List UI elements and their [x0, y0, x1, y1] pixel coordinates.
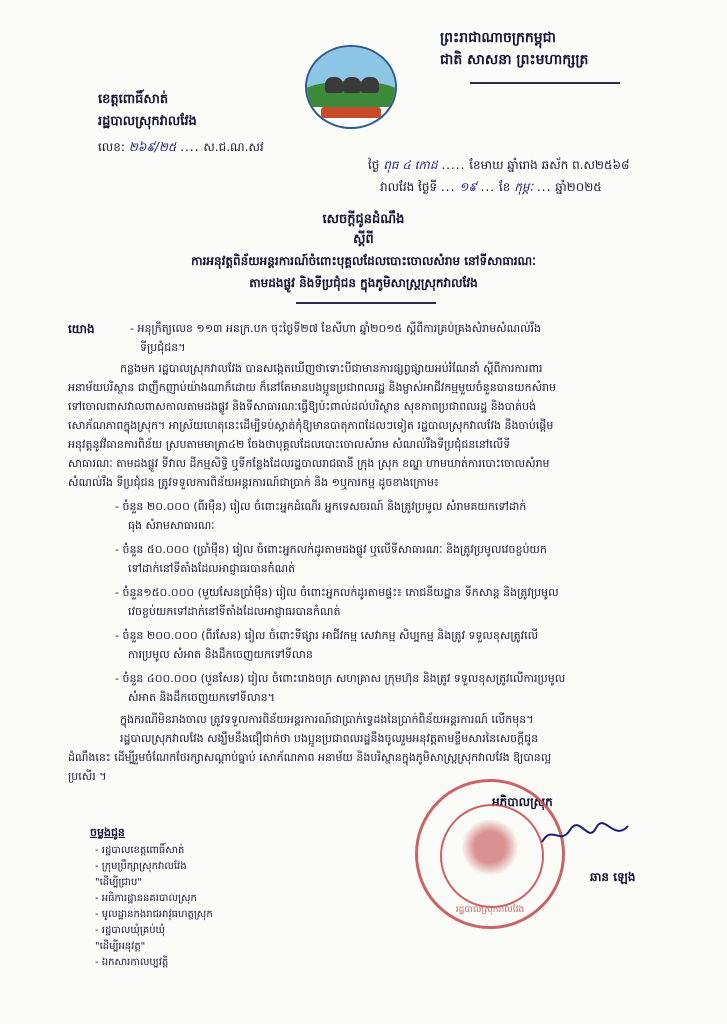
fine-item-3: - ចំនួន១៥០.០០០ (មួយសែនប្រាំម៉ឺន) រៀល ចំពោះអ្នកលក់ដូរតាមផ្ទះ៖ ភោជនីយដ្ឋាន ទីកសាន្ត និងត្រូវប្រមូល	[115, 586, 559, 599]
cc-item: - រដ្ឋបាលឃុំគ្រប់ឃុំ	[95, 925, 166, 936]
motto-line-2: ជាតិ សាសនា ព្រះមហាក្សត្រ	[440, 52, 589, 68]
lunar-date	[368, 158, 630, 172]
fine-item-2: - ចំនួន ៥០.០០០ (ប្រាំម៉ឺន) រៀល ចំពោះអ្នកលក់ដូរតាមដងផ្លូវ ឬលើទីសាធារណៈ និងត្រូវប្រមូលវេចខ្ចប់យក	[115, 543, 547, 556]
solar-month-handwritten: កុម្ភៈ	[514, 180, 534, 194]
cc-item: "ដើម្បីជ្រាប"	[95, 877, 142, 888]
solar-date: វាលវែង ថ្ងៃទី ... ១៩ ... ខែ កុម្ភៈ ... ឆ្នាំ២០២៥	[380, 180, 602, 194]
title-ornament	[296, 296, 436, 304]
signatory-name: ឆាន ឡេង	[590, 870, 636, 884]
elephant-icon	[325, 77, 343, 93]
solar-year: ឆ្នាំ២០២៥	[555, 180, 602, 194]
ref-suffix: ស.ជ.ណ.សវ	[203, 140, 264, 154]
elephant-icon	[343, 77, 361, 93]
province-name: ខេត្តពោធិ៍សាត់	[98, 92, 169, 107]
district-logo	[305, 45, 397, 129]
notice-subject-line-1: ការអនុវត្តពិន័យអន្តរការណ៍ចំពោះបុគ្គលដែលបោះចោលសំរាម នៅទីសាធារណៈ	[191, 254, 536, 268]
fine-item-5: - ចំនួន ៤០០.០០០ (បួនសែន) រៀល ចំពោះរោងចក្រ សហគ្រាស ក្រុមហ៊ុន និងត្រូវ ទទួលខុសត្រូវលើការប្រមូល	[115, 672, 566, 685]
paragraph-2-line: រដ្ឋបាលស្រុកវាលវែង សង្ឃឹមនឹងជឿជាក់ថា បងប្អូនប្រជាពលរដ្ឋនឹងចូលរួមអនុវត្តតាមខ្លឹមសារនៃសេចក្តីជូន	[120, 732, 539, 745]
notice-about: ស្តីពី	[353, 232, 374, 247]
motto-line-1: ព្រះរាជាណាចក្រកម្ពុជា	[440, 30, 557, 46]
official-seal	[415, 779, 565, 929]
paragraph-2-line: ក្នុងករណីមិនរាងចាល ត្រូវទទួលការពិន័យអន្តរការណ៍ជាប្រាក់ទ្វេដងនៃប្រាក់ពិន័យអន្តរការណ៍ លើកមុន។	[120, 713, 534, 726]
motto-ornament	[470, 74, 620, 84]
paragraph-1-line: អនាម័យបរិស្ថាន ជាញឹកញាប់យ៉ាងណាក៏ដោយ ក៏នៅតែមានបងប្អូនប្រជាពលរដ្ឋ និងម្ចាស់អាជីវកម្មមួយចំនួនបានយកសំរាម	[68, 381, 557, 394]
paragraph-2-line: ដំណឹងនេះ ដើម្បីរួមចំណែកថែរក្សាសណ្តាប់ធ្នាប់ សោភ័ណភាព អនាម័យ និងបរិស្ថានក្នុងភូមិសាស្រ្តស្រុកវាលវែង ឱ្យបានល្អ	[68, 751, 552, 764]
lunar-prefix: ថ្ងៃ	[368, 158, 380, 172]
reference-label: យោង	[68, 322, 95, 336]
paragraph-1-line: កន្លងមក រដ្ឋបាលស្រុកវាលវែង បានសង្កេតឃើញថាទោះបីជាមានការផ្សព្វផ្សាយអប់រំណែនាំ ស្តីពីការការពារ	[120, 362, 543, 375]
notice-subject-line-2: តាមដងផ្លូវ និងទីប្រជុំជន ក្នុងភូមិសាស្រ្តស្រុកវាលវែង	[249, 276, 478, 290]
paragraph-1-line: ទៅចោលពាសវាលពាសកាលតាមដងផ្លូវ និងទីសាធារណៈធ្វើឱ្យប៉ះពាល់ដល់បរិស្ថាន សុខភាពប្រជាពលរដ្ឋ និងបាត់បង់	[68, 400, 537, 413]
cc-item: - ក្រុមប្រឹក្សាស្រុកវាលវែង	[95, 861, 187, 872]
paragraph-1-line: សាធារណៈ តាមដងផ្លូវ ទីវាល ដីកម្មសិទ្ធិ ឬទីកន្លែងដែលរដ្ឋបាលរាជធានី ក្រុង ស្រុក ខណ្ឌ ហាមឃាត់ការបោះចោលសំរាម	[68, 457, 550, 470]
paragraph-1-line: សំណល់រឹង ទីប្រជុំជន ត្រូវទទួលការពិន័យអន្តរការណ៍ជាប្រាក់ និង ១ឬការកម្ម ដូចខាងក្រោម៖	[68, 476, 439, 489]
solar-month-prefix: ខែ	[498, 180, 511, 194]
ref-dots: ....	[180, 140, 200, 154]
ref-prefix: លេខ:	[98, 140, 125, 154]
fine-item-4: - ចំនួន ២០០.០០០ (ពីរសែន) រៀល ចំពោះទីផ្សារ អាជីវកម្ម សេវាកម្ម សិប្បកម្ម និងត្រូវ ទទួលខុសត្រូវលើ	[115, 629, 539, 642]
ref-number-handwritten: ២៦៩/២៥	[128, 140, 177, 154]
cc-item: - រដ្ឋបាលខេត្តពោធិ៍សាត់	[95, 845, 185, 856]
handwritten-signature	[540, 822, 630, 848]
fine-item-2-cont: ទៅដាក់នៅទីតាំងដែលអាជ្ញាធរបានកំណត់	[128, 562, 296, 575]
solar-day-handwritten: ១៩	[459, 180, 477, 194]
cc-item: - មូលដ្ឋានកងរាជអាវុធហត្ថស្រុក	[95, 909, 213, 920]
fine-item-5-cont: សំអាត និងដឹកចេញយកទៅទីលាន។	[128, 691, 275, 704]
lunar-rest: ខែមាឃ ឆ្នាំរោង ឆស័ក ព.ស២៥៦៨	[469, 158, 630, 172]
cc-title: ចម្លងជូន	[90, 826, 125, 839]
cc-item: - ឯកសារកាលប្បវត្តិ	[95, 957, 169, 968]
seal-text: រដ្ឋបាលស្រុកវាលវែង	[455, 905, 525, 916]
reference-text: - អនុក្រឹត្យលេខ ១១៣ អនក្រ.បក ចុះថ្ងៃទី២៧ ខែសីហា ឆ្នាំ២០១៥ ស្តីពីការគ្រប់គ្រងសំរាមសំណល់រឹង	[130, 322, 542, 335]
cc-item: "ដើម្បីអនុវត្ត"	[95, 941, 146, 952]
paragraph-1-line: អនុវត្តនូវវិធានការពិន័យ ស្របតាមមាត្រា៤២ ចែងថាបុគ្គលដែលបោះចោលសំរាម សំណល់រឹងទីប្រជុំជននៅលើទី	[68, 438, 511, 451]
reference-number	[98, 140, 264, 154]
cc-item: - អធិការដ្ឋាននគរបាលស្រុក	[95, 893, 197, 904]
notice-title: សេចក្តីជូនដំណឹង	[322, 212, 405, 227]
lunar-day-handwritten: ពុធ ៤ កោដ	[383, 158, 438, 172]
logo-banner	[321, 107, 381, 118]
fine-item-1: - ចំនួន ២០.០០០ (ពីរម៉ឺន) រៀល ចំពោះអ្នកដំណើរ អ្នកទេសចរណ៍ និងត្រូវប្រមូល សំរាមគយកទៅដាក់	[115, 500, 527, 513]
solar-prefix: វាលវែង ថ្ងៃទី	[380, 180, 438, 194]
fine-item-3-cont: វេចខ្ចប់យកទៅដាក់នៅទីតាំងដែលអាជ្ញាធរបានកំណត់	[128, 605, 341, 618]
lunar-dots: .....	[441, 158, 466, 172]
elephant-icon	[361, 77, 379, 93]
paragraph-1-line: សោភ័ណភាពក្នុងស្រុក។ អាស្រ័យហេតុនេះដើម្បីទប់ស្កាត់កុំឱ្យមានបាតុភាពដែលៗទៀត រដ្ឋបាលស្រុកវាលវែង នឹងចាប់ផ្តើម	[68, 419, 554, 432]
district-admin-name: រដ្ឋបាលស្រុកវាលវែង	[98, 114, 197, 129]
fine-item-4-cont: ការប្រមូល សំអាត និងដឹកចេញយកទៅទីលាន	[128, 648, 313, 661]
reference-text-2: ទីប្រជុំជន។	[140, 341, 186, 354]
seal-emblem-icon	[458, 820, 522, 888]
fine-item-1-cont: ធុង សំរាមសាធារណៈ	[128, 519, 215, 532]
paragraph-2-line: ប្រសើរ ។	[68, 770, 107, 783]
signatory-title: អភិបាលស្រុក	[492, 795, 553, 809]
